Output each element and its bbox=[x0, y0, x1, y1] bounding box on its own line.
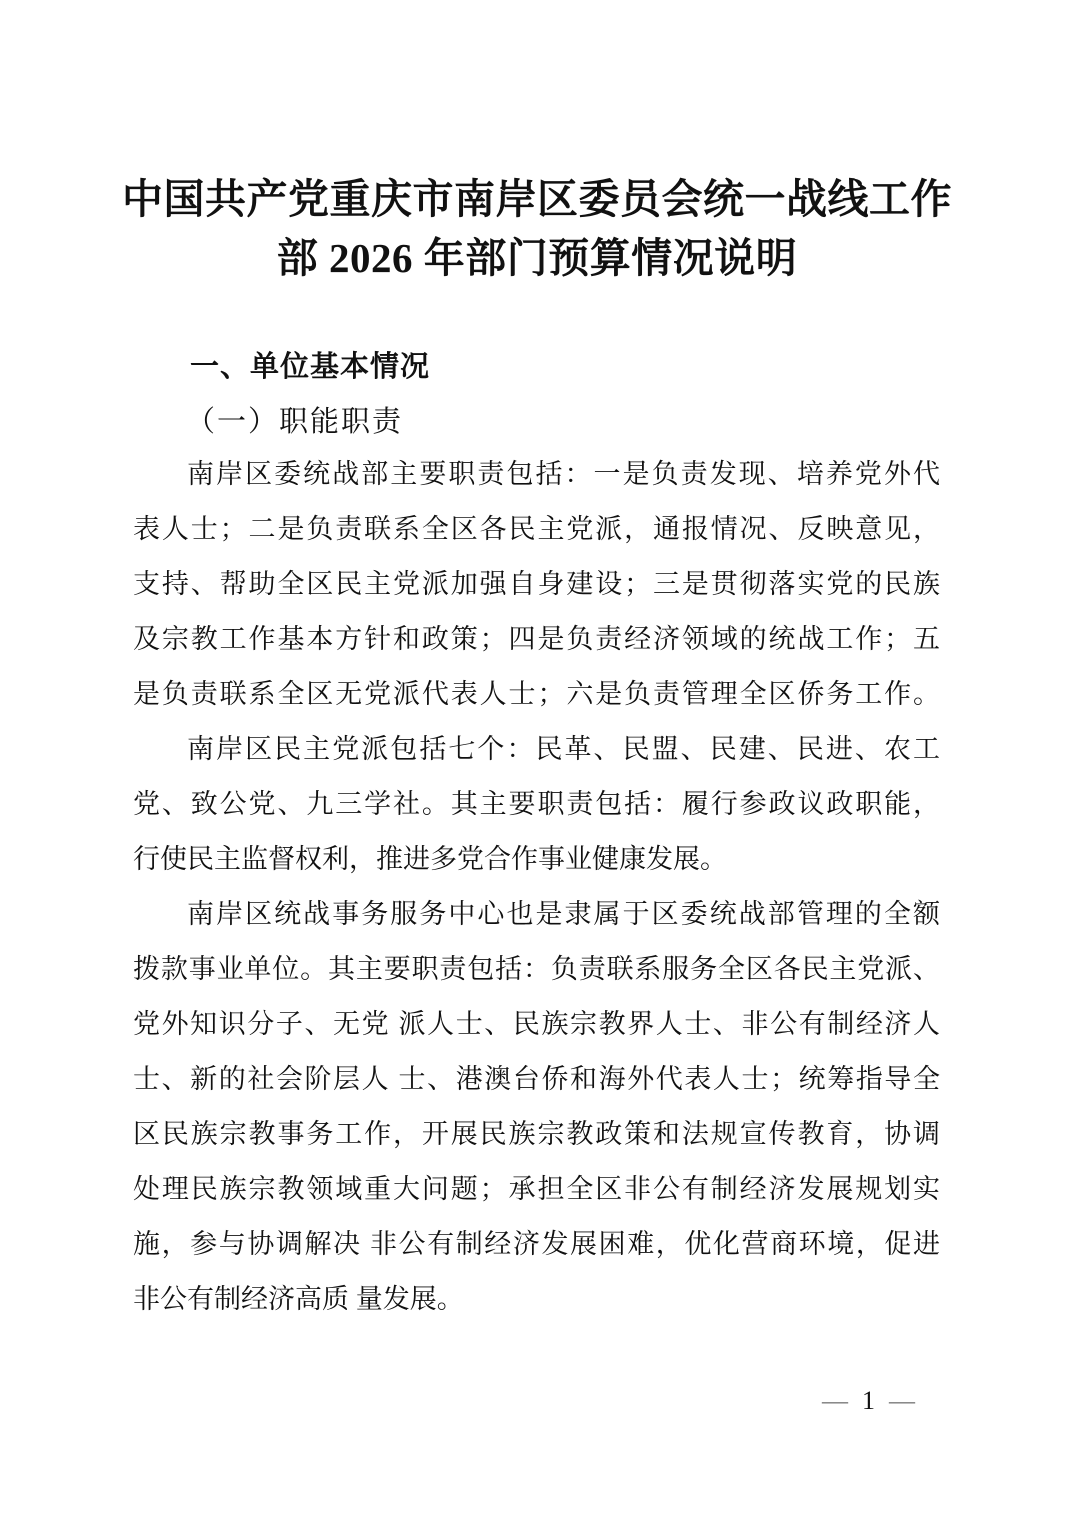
title-line-2: 部 2026 年部门预算情况说明 bbox=[276, 235, 798, 281]
body-line: 及宗教工作基本方针和政策；四是负责经济领域的统战工作；五 bbox=[133, 624, 940, 654]
body-line: 党、致公党、九三学社。其主要职责包括：履行参政议政职能， bbox=[133, 789, 940, 819]
page-footer bbox=[822, 1386, 915, 1416]
body-line: 南岸区统战事务服务中心也是隶属于区委统战部管理的全额 bbox=[187, 899, 940, 929]
footer-dash-left: — bbox=[822, 1386, 848, 1415]
body-line: 拨款事业单位。其主要职责包括：负责联系服务全区各民主党派、 bbox=[133, 954, 940, 984]
footer-dash-right: — bbox=[889, 1386, 915, 1415]
body-line: 区民族宗教事务工作，开展民族宗教政策和法规宣传教育，协调 bbox=[133, 1119, 940, 1149]
body-line: 士、新的社会阶层人 士、港澳台侨和海外代表人士；统筹指导全 bbox=[133, 1064, 940, 1094]
body-line: 非公有制经济高质 量发展。 bbox=[133, 1284, 464, 1314]
paragraph-parties bbox=[133, 722, 940, 887]
title-line-1: 中国共产党重庆市南岸区委员会统一战线工作 bbox=[122, 176, 952, 222]
body-line: 表人士；二是负责联系全区各民主党派，通报情况、反映意见， bbox=[133, 514, 940, 544]
paragraph-duties bbox=[133, 447, 940, 722]
page-number: 1 bbox=[862, 1386, 875, 1415]
body-line: 处理民族宗教领域重大问题；承担全区非公有制经济发展规划实 bbox=[133, 1174, 940, 1204]
section-subheading: （一）职能职责 bbox=[186, 406, 404, 438]
body-line: 支持、帮助全区民主党派加强自身建设；三是贯彻落实党的民族 bbox=[133, 569, 940, 599]
body-line: 南岸区委统战部主要职责包括：一是负责发现、培养党外代 bbox=[187, 459, 940, 489]
paragraph-service-center bbox=[133, 887, 940, 1327]
section-heading: 一、单位基本情况 bbox=[190, 351, 431, 383]
document-body bbox=[133, 447, 940, 1327]
body-line: 南岸区民主党派包括七个：民革、民盟、民建、民进、农工 bbox=[187, 734, 940, 764]
document-title bbox=[97, 170, 977, 288]
body-line: 行使民主监督权利，推进多党合作事业健康发展。 bbox=[133, 844, 727, 874]
body-line: 施，参与协调解决 非公有制经济发展困难，优化营商环境，促进 bbox=[133, 1229, 940, 1259]
body-line: 是负责联系全区无党派代表人士；六是负责管理全区侨务工作。 bbox=[133, 679, 940, 709]
body-line: 党外知识分子、无党 派人士、民族宗教界人士、非公有制经济人 bbox=[133, 1009, 940, 1039]
